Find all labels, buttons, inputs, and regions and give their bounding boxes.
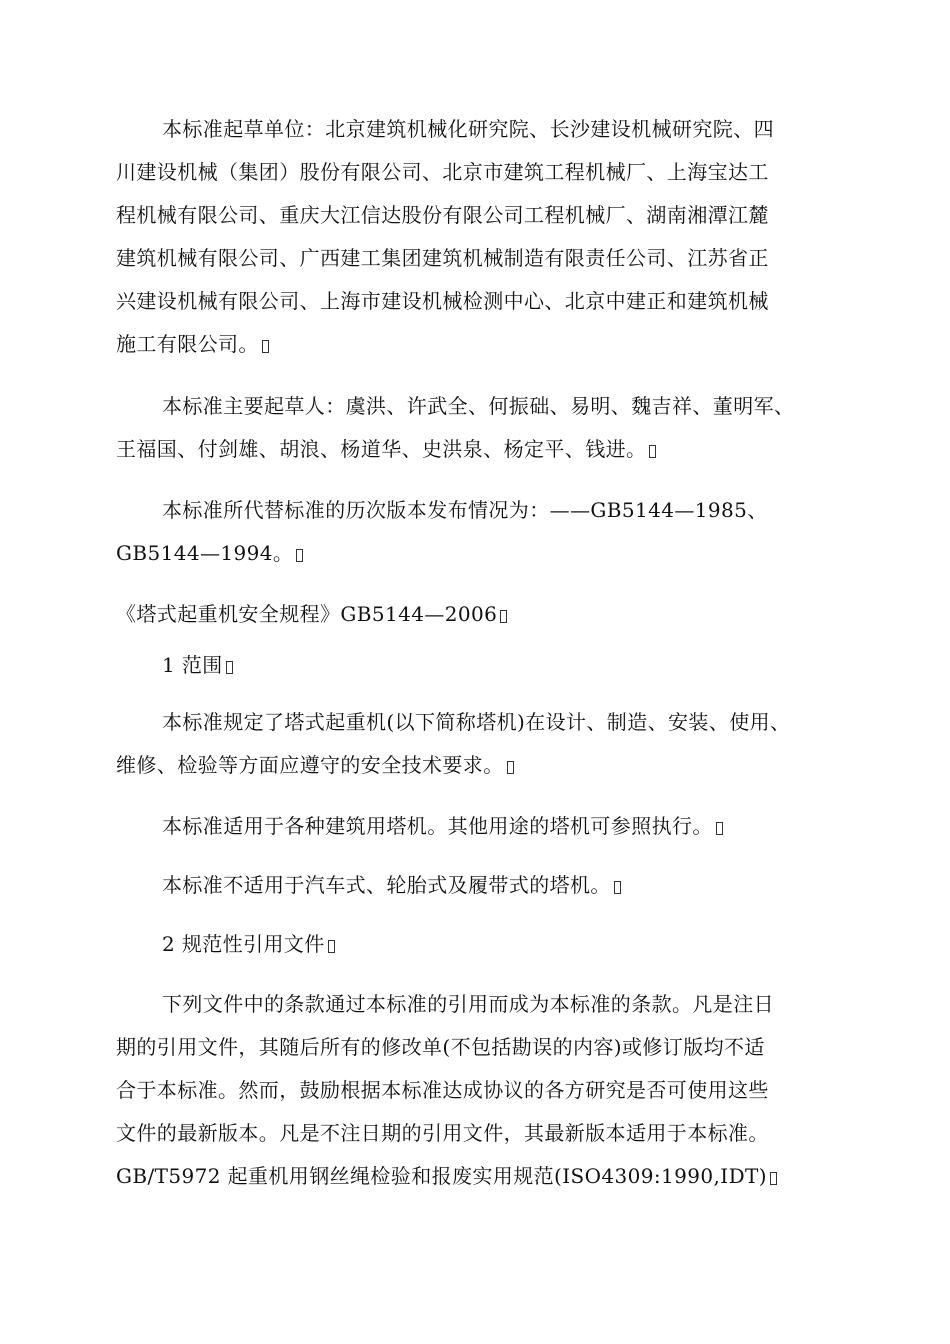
text: GB/T5972 起重机用钢丝绳检验和报废实用规范(ISO4309:1990,IDT)	[116, 1164, 767, 1188]
text: 建筑机械有限公司、广西建工集团建筑机械制造有限责任公司、江苏省正	[116, 246, 769, 270]
section-1-heading	[162, 649, 233, 678]
drafters-line-1	[162, 390, 794, 419]
text: 本标准起草单位：北京建筑机械化研究院、长沙建设机械研究院、四	[162, 117, 774, 141]
section-2-heading	[162, 928, 335, 957]
text: 本标准适用于各种建筑用塔机。其他用途的塔机可参照执行。	[162, 814, 713, 838]
text: 《塔式起重机安全规程》GB5144—2006	[116, 602, 498, 626]
paragraph-mark-icon	[500, 610, 507, 623]
text: 本标准规定了塔式起重机(以下简称塔机)在设计、制造、安装、使用、	[162, 710, 791, 734]
text: GB5144—1994。	[116, 541, 294, 565]
paragraph-mark-icon	[614, 881, 621, 894]
version-history-line-2	[116, 537, 303, 566]
text: 1 范围	[162, 653, 223, 677]
text: 施工有限公司。	[116, 332, 259, 356]
references-line-2	[116, 1031, 765, 1060]
text: 下列文件中的条款通过本标准的引用而成为本标准的条款。凡是注日	[162, 992, 774, 1016]
paragraph-mark-icon	[262, 340, 269, 353]
non-applicability-line	[162, 869, 621, 898]
text: 文件的最新版本。凡是不注日期的引用文件，其最新版本适用于本标准。	[116, 1121, 769, 1145]
standard-title	[116, 598, 507, 627]
paragraph-mark-icon	[649, 445, 656, 458]
drafting-units-line-1	[162, 113, 774, 142]
scope-line-1	[162, 706, 790, 735]
scope-line-2	[116, 749, 514, 778]
drafting-units-line-5	[116, 285, 769, 314]
text: 兴建设机械有限公司、上海市建设机械检测中心、北京中建正和建筑机械	[116, 289, 769, 313]
text: 期的引用文件，其随后所有的修改单(不包括勘误的内容)或修订版均不适	[116, 1035, 765, 1059]
text: 川建设机械（集团）股份有限公司、北京市建筑工程机械厂、上海宝达工	[116, 160, 769, 184]
references-line-5	[116, 1160, 777, 1189]
text: 本标准不适用于汽车式、轮胎式及履带式的塔机。	[162, 873, 611, 897]
drafting-units-line-2	[116, 156, 769, 185]
applicability-line	[162, 810, 723, 839]
references-line-1	[162, 988, 774, 1017]
paragraph-mark-icon	[507, 761, 514, 774]
paragraph-mark-icon	[296, 549, 303, 562]
text: 王福国、付剑雄、胡浪、杨道华、史洪泉、杨定平、钱进。	[116, 437, 647, 461]
paragraph-mark-icon	[716, 822, 723, 835]
drafters-line-2	[116, 433, 656, 462]
text: 程机械有限公司、重庆大江信达股份有限公司工程机械厂、湖南湘潭江麓	[116, 203, 769, 227]
paragraph-mark-icon	[328, 940, 335, 953]
text: 合于本标准。然而，鼓励根据本标准达成协议的各方研究是否可使用这些	[116, 1078, 769, 1102]
paragraph-mark-icon	[770, 1172, 777, 1185]
version-history-line-1	[162, 494, 768, 523]
references-line-3	[116, 1074, 769, 1103]
text: 维修、检验等方面应遵守的安全技术要求。	[116, 753, 504, 777]
drafting-units-line-4	[116, 242, 769, 271]
drafting-units-line-3	[116, 199, 769, 228]
drafting-units-line-6	[116, 328, 269, 357]
text: 2 规范性引用文件	[162, 932, 325, 956]
paragraph-mark-icon	[226, 661, 233, 674]
text: 本标准主要起草人：虞洪、许武全、何振础、易明、魏吉祥、董明军、	[162, 394, 795, 418]
text: 本标准所代替标准的历次版本发布情况为：——GB5144—1985、	[162, 498, 768, 522]
references-line-4	[116, 1117, 769, 1146]
